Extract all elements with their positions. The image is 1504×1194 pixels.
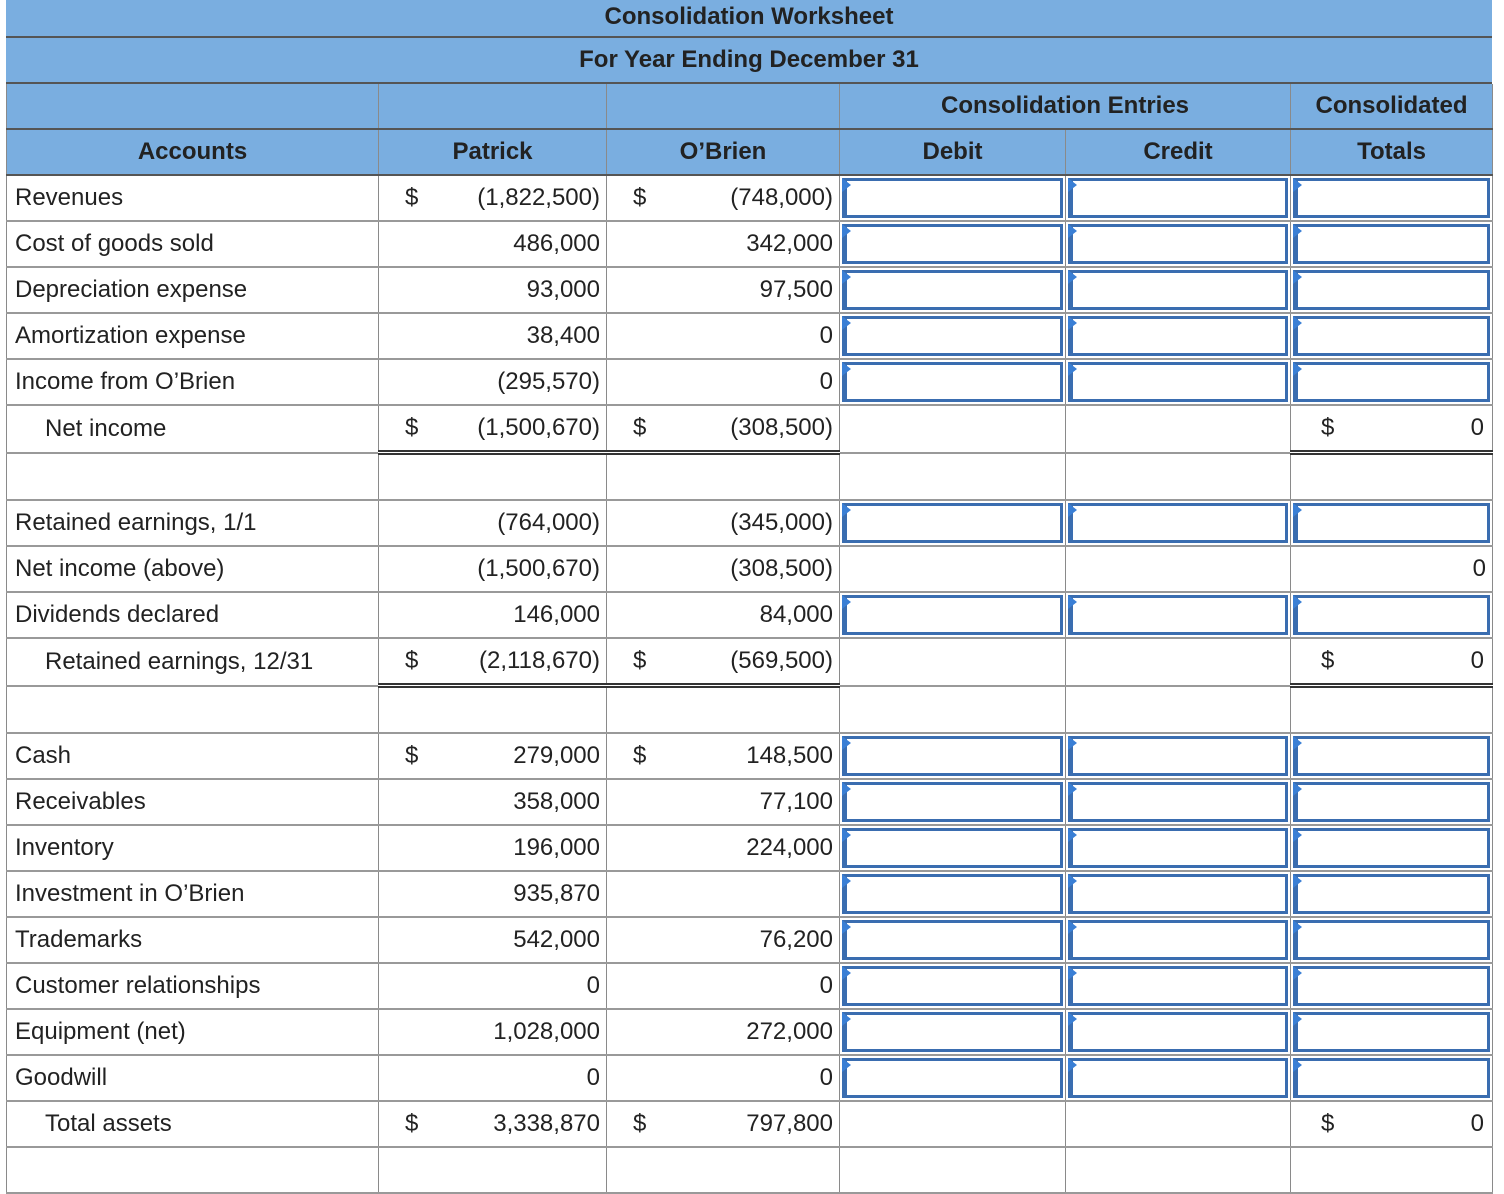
dropdown-marker-icon[interactable] [1068, 782, 1077, 796]
account-label: Amortization expense [7, 313, 379, 359]
table-row [7, 917, 1493, 963]
currency-sign: $ [405, 1110, 419, 1137]
patrick-value: 358,000 [379, 779, 607, 825]
dropdown-marker-icon[interactable] [842, 595, 851, 609]
patrick-value: (1,500,670) [379, 546, 607, 592]
total-input[interactable] [1293, 178, 1490, 218]
obrien-value: 77,100 [607, 779, 840, 825]
obrien-value: 797,800 [746, 1110, 833, 1137]
dropdown-marker-icon[interactable] [1293, 920, 1302, 934]
consolidation-entries-header: Consolidation Entries [840, 84, 1291, 129]
account-label: Equipment (net) [7, 1009, 379, 1055]
dropdown-marker-icon[interactable] [842, 828, 851, 842]
credit-input[interactable] [1068, 966, 1288, 1006]
debit-header: Debit [840, 129, 1066, 175]
totals-header: Totals [1291, 129, 1493, 175]
total-input[interactable] [1293, 736, 1490, 776]
dropdown-marker-icon[interactable] [842, 362, 851, 376]
dropdown-marker-icon[interactable] [842, 782, 851, 796]
dropdown-marker-icon[interactable] [1293, 362, 1302, 376]
table-row [7, 221, 1493, 267]
obrien-value: (748,000) [730, 184, 833, 211]
total-input[interactable] [1293, 316, 1490, 356]
table-row [7, 1009, 1493, 1055]
dropdown-marker-icon[interactable] [1068, 362, 1077, 376]
total-input[interactable] [1293, 1012, 1490, 1052]
credit-input[interactable] [1068, 1012, 1288, 1052]
patrick-value: 542,000 [379, 917, 607, 963]
table-row [7, 1055, 1493, 1101]
credit-input[interactable] [1068, 1058, 1288, 1098]
dropdown-marker-icon[interactable] [842, 178, 851, 192]
dropdown-marker-icon[interactable] [842, 874, 851, 888]
dropdown-marker-icon[interactable] [842, 224, 851, 238]
currency-sign: $ [405, 184, 419, 211]
table-row [7, 175, 1493, 221]
account-label: Goodwill [7, 1055, 379, 1101]
table-row [7, 405, 1493, 453]
credit-input[interactable] [1068, 178, 1288, 218]
dropdown-marker-icon[interactable] [842, 1012, 851, 1026]
debit-input[interactable] [842, 1058, 1063, 1098]
debit-input[interactable] [842, 874, 1063, 914]
worksheet-title: Consolidation Worksheet [6, 0, 1492, 38]
worksheet-subtitle: For Year Ending December 31 [6, 38, 1492, 84]
currency-sign: $ [405, 742, 419, 769]
dropdown-marker-icon[interactable] [1068, 1058, 1077, 1072]
dropdown-marker-icon[interactable] [1293, 270, 1302, 284]
consolidated-header: Consolidated [1291, 84, 1493, 129]
debit-input[interactable] [842, 270, 1063, 310]
total-input[interactable] [1293, 874, 1490, 914]
spacer-row [7, 453, 1493, 501]
patrick-value: 1,028,000 [379, 1009, 607, 1055]
account-label: Trademarks [7, 917, 379, 963]
table-row [7, 313, 1493, 359]
patrick-value: 38,400 [379, 313, 607, 359]
patrick-value: (295,570) [379, 359, 607, 405]
total-value: 0 [1470, 647, 1485, 674]
dropdown-marker-icon[interactable] [1293, 1058, 1302, 1072]
dropdown-marker-icon[interactable] [1068, 1012, 1077, 1026]
total-input[interactable] [1293, 920, 1490, 960]
dropdown-marker-icon[interactable] [1068, 736, 1077, 750]
debit-input[interactable] [842, 782, 1063, 822]
total-input[interactable] [1293, 224, 1490, 264]
dropdown-marker-icon[interactable] [1293, 782, 1302, 796]
obrien-value: 0 [607, 359, 840, 405]
dropdown-marker-icon[interactable] [1293, 966, 1302, 980]
currency-sign: $ [405, 647, 419, 674]
dropdown-marker-icon[interactable] [1293, 874, 1302, 888]
account-label: Net income [7, 405, 379, 453]
credit-input[interactable] [1068, 874, 1288, 914]
currency-sign: $ [1321, 647, 1335, 674]
patrick-value: 279,000 [513, 742, 600, 769]
obrien-value: 224,000 [607, 825, 840, 871]
dropdown-marker-icon[interactable] [1068, 503, 1077, 517]
obrien-value: (308,500) [730, 414, 833, 441]
table-row [7, 825, 1493, 871]
dropdown-marker-icon[interactable] [1068, 178, 1077, 192]
patrick-value: 935,870 [379, 871, 607, 917]
account-label: Cash [7, 733, 379, 779]
obrien-value: 342,000 [607, 221, 840, 267]
total-value: 0 [1470, 1110, 1485, 1137]
header-row-1 [7, 84, 1493, 129]
obrien-value: 0 [607, 1055, 840, 1101]
patrick-value: 486,000 [379, 221, 607, 267]
debit-input[interactable] [842, 736, 1063, 776]
table-row [7, 500, 1493, 546]
obrien-header: O’Brien [607, 129, 840, 175]
account-label: Revenues [7, 175, 379, 221]
credit-input[interactable] [1068, 362, 1288, 402]
dropdown-marker-icon[interactable] [1068, 920, 1077, 934]
total-input[interactable] [1293, 1058, 1490, 1098]
dropdown-marker-icon[interactable] [842, 736, 851, 750]
patrick-value: 146,000 [379, 592, 607, 638]
debit-input[interactable] [842, 966, 1063, 1006]
dropdown-marker-icon[interactable] [842, 920, 851, 934]
debit-input[interactable] [842, 1012, 1063, 1052]
patrick-value: 0 [379, 1055, 607, 1101]
dropdown-marker-icon[interactable] [1293, 595, 1302, 609]
debit-input[interactable] [842, 920, 1063, 960]
obrien-value: 272,000 [607, 1009, 840, 1055]
dropdown-marker-icon[interactable] [1293, 178, 1302, 192]
credit-input[interactable] [1068, 503, 1288, 543]
currency-sign: $ [633, 184, 647, 211]
dropdown-marker-icon[interactable] [1293, 1012, 1302, 1026]
dropdown-marker-icon[interactable] [1293, 736, 1302, 750]
currency-sign: $ [633, 1110, 647, 1137]
account-label: Cost of goods sold [7, 221, 379, 267]
total-input[interactable] [1293, 966, 1490, 1006]
patrick-value: (1,500,670) [477, 414, 600, 441]
currency-sign: $ [405, 414, 419, 441]
dropdown-marker-icon[interactable] [1293, 828, 1302, 842]
header-row-2 [7, 129, 1493, 175]
patrick-value: 3,338,870 [493, 1110, 600, 1137]
obrien-value: 0 [607, 313, 840, 359]
debit-input[interactable] [842, 316, 1063, 356]
credit-input[interactable] [1068, 782, 1288, 822]
table-row [7, 733, 1493, 779]
account-label: Depreciation expense [7, 267, 379, 313]
table-row [7, 267, 1493, 313]
debit-input[interactable] [842, 828, 1063, 868]
table-row [7, 638, 1493, 686]
patrick-value: 196,000 [379, 825, 607, 871]
patrick-header: Patrick [379, 129, 607, 175]
obrien-value: 84,000 [607, 592, 840, 638]
total-input[interactable] [1293, 828, 1490, 868]
credit-input[interactable] [1068, 316, 1288, 356]
total-value: 0 [1291, 546, 1493, 592]
dropdown-marker-icon[interactable] [842, 270, 851, 284]
account-label: Inventory [7, 825, 379, 871]
worksheet-table [6, 84, 1493, 1194]
obrien-value [607, 871, 840, 917]
table-row [7, 779, 1493, 825]
debit-input[interactable] [842, 362, 1063, 402]
dropdown-marker-icon[interactable] [1068, 595, 1077, 609]
debit-input[interactable] [842, 178, 1063, 218]
patrick-value: (2,118,670) [479, 647, 600, 674]
table-row [7, 592, 1493, 638]
dropdown-marker-icon[interactable] [1068, 828, 1077, 842]
dropdown-marker-icon[interactable] [1293, 224, 1302, 238]
currency-sign: $ [633, 742, 647, 769]
spacer-row [7, 686, 1493, 734]
total-input[interactable] [1293, 595, 1490, 635]
total-value: 0 [1470, 414, 1485, 441]
patrick-value: (1,822,500) [477, 184, 600, 211]
table-row [7, 963, 1493, 1009]
account-label: Net income (above) [7, 546, 379, 592]
total-input[interactable] [1293, 782, 1490, 822]
patrick-value: 0 [379, 963, 607, 1009]
account-label: Income from O’Brien [7, 359, 379, 405]
obrien-value: (569,500) [730, 647, 833, 674]
dropdown-marker-icon[interactable] [842, 1058, 851, 1072]
currency-sign: $ [1321, 1110, 1335, 1137]
patrick-value: 93,000 [379, 267, 607, 313]
account-label: Retained earnings, 1/1 [7, 500, 379, 546]
credit-input[interactable] [1068, 736, 1288, 776]
account-label: Dividends declared [7, 592, 379, 638]
account-label: Receivables [7, 779, 379, 825]
spacer-row [7, 1147, 1493, 1193]
obrien-value: (308,500) [607, 546, 840, 592]
currency-sign: $ [1321, 414, 1335, 441]
credit-input[interactable] [1068, 828, 1288, 868]
account-label: Retained earnings, 12/31 [7, 638, 379, 686]
currency-sign: $ [633, 414, 647, 441]
credit-input[interactable] [1068, 270, 1288, 310]
accounts-header: Accounts [7, 129, 379, 175]
debit-input[interactable] [842, 224, 1063, 264]
credit-input[interactable] [1068, 224, 1288, 264]
table-row [7, 1101, 1493, 1147]
table-row [7, 359, 1493, 405]
dropdown-marker-icon[interactable] [1068, 224, 1077, 238]
table-row [7, 546, 1493, 592]
total-input[interactable] [1293, 503, 1490, 543]
credit-input[interactable] [1068, 595, 1288, 635]
total-input[interactable] [1293, 270, 1490, 310]
credit-input[interactable] [1068, 920, 1288, 960]
table-row [7, 871, 1493, 917]
credit-header: Credit [1066, 129, 1291, 175]
patrick-value: (764,000) [379, 500, 607, 546]
dropdown-marker-icon[interactable] [842, 316, 851, 330]
debit-input[interactable] [842, 503, 1063, 543]
obrien-value: 97,500 [607, 267, 840, 313]
account-label: Customer relationships [7, 963, 379, 1009]
dropdown-marker-icon[interactable] [1068, 966, 1077, 980]
dropdown-marker-icon[interactable] [1293, 316, 1302, 330]
total-input[interactable] [1293, 362, 1490, 402]
dropdown-marker-icon[interactable] [1068, 316, 1077, 330]
account-label: Total assets [7, 1101, 379, 1147]
debit-input[interactable] [842, 595, 1063, 635]
obrien-value: 148,500 [746, 742, 833, 769]
obrien-value: 76,200 [607, 917, 840, 963]
currency-sign: $ [633, 647, 647, 674]
dropdown-marker-icon[interactable] [1293, 503, 1302, 517]
dropdown-marker-icon[interactable] [842, 966, 851, 980]
dropdown-marker-icon[interactable] [842, 503, 851, 517]
obrien-value: (345,000) [607, 500, 840, 546]
obrien-value: 0 [607, 963, 840, 1009]
dropdown-marker-icon[interactable] [1068, 874, 1077, 888]
account-label: Investment in O’Brien [7, 871, 379, 917]
dropdown-marker-icon[interactable] [1068, 270, 1077, 284]
